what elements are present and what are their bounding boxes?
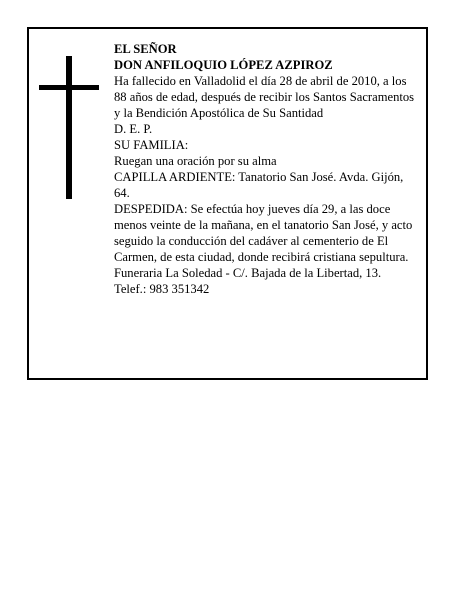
cross-horizontal-bar — [39, 85, 99, 90]
prayer-request: Ruegan una oración por su alma — [114, 154, 277, 168]
obituary-text — [114, 41, 420, 297]
funeral-home: Funeraria La Soledad - C/. Bajada de la Libertad, 13. — [114, 266, 382, 280]
cross-vertical-bar — [66, 56, 72, 199]
dep-text: D. E. P. — [114, 122, 153, 136]
cross-icon — [39, 56, 99, 199]
farewell-info: DESPEDIDA: Se efectúa hoy jueves día 29, a las doce menos veinte de la mañana, en el tanatorio San José, y acto seguido la conducción del cadáver al cementerio de El Carmen, de esta ciudad, donde recibirá cristiana sepultura. — [114, 202, 413, 264]
family-label: SU FAMILIA: — [114, 138, 189, 152]
title-line-1: EL SEÑOR — [114, 42, 177, 56]
obituary-card — [27, 27, 428, 380]
death-notice: Ha fallecido en Valladolid el día 28 de abril de 2010, a los 88 años de edad, después de recibir los Santos Sacramentos y la Bendición Apostólica de Su Santidad — [114, 74, 415, 120]
deceased-name: DON ANFILOQUIO LÓPEZ AZPIROZ — [114, 58, 333, 72]
phone-number: Telef.: 983 351342 — [114, 282, 210, 296]
chapel-info: CAPILLA ARDIENTE: Tanatorio San José. Avda. Gijón, 64. — [114, 170, 404, 200]
